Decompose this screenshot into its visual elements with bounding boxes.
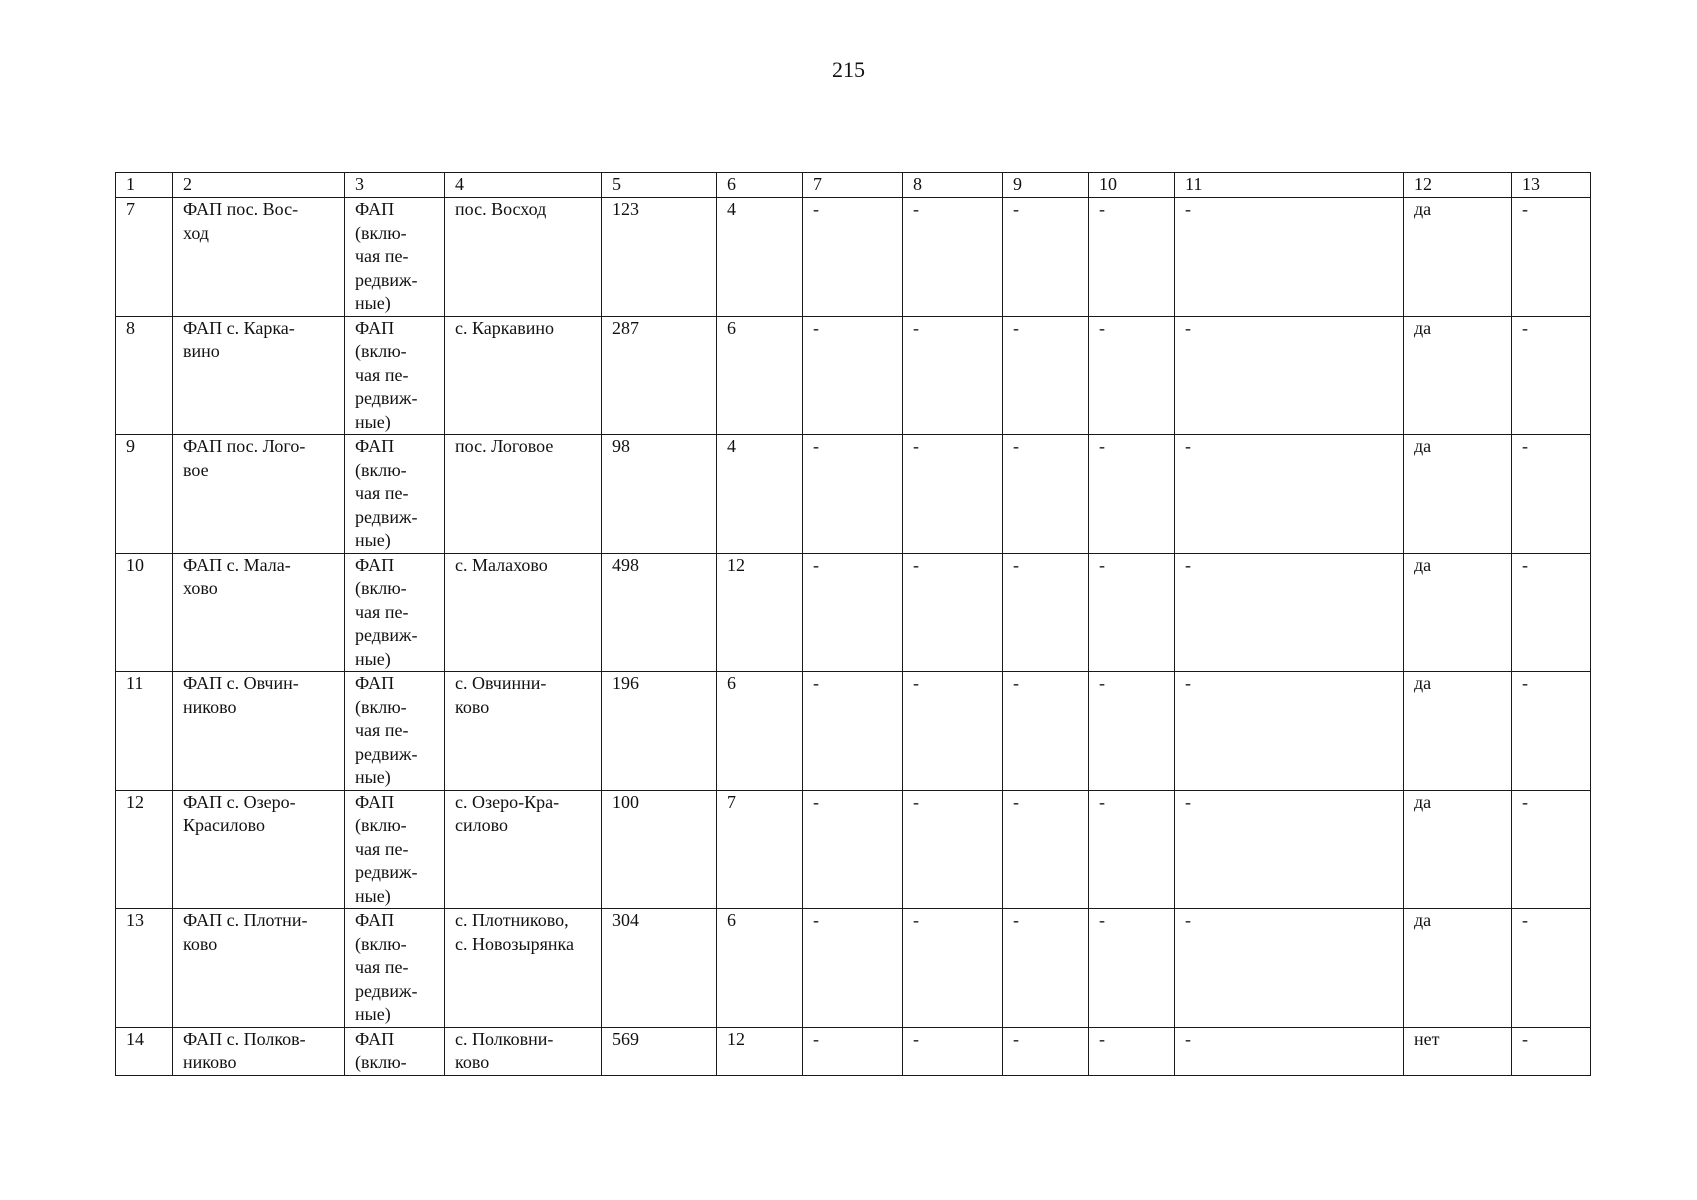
cell-line: редвиж- xyxy=(355,388,418,408)
cell-line: ФАП xyxy=(355,317,395,338)
cell-col-9: - xyxy=(1003,316,1089,435)
cell-line: ные) xyxy=(355,411,391,432)
cell-col-5: 498 xyxy=(602,553,717,672)
cell-col-13: - xyxy=(1512,1027,1591,1075)
table-row xyxy=(116,316,1591,435)
cell-line: (вклю- xyxy=(355,815,407,835)
cell-col-12: да xyxy=(1404,553,1512,672)
cell-col-7: - xyxy=(803,198,903,317)
table-row xyxy=(116,1027,1591,1075)
cell-line: ФАП с. Озеро- xyxy=(183,791,296,812)
cell-col-6: 7 xyxy=(717,790,803,909)
header-cell-9: 9 xyxy=(1003,173,1089,198)
cell-line: ФАП xyxy=(355,673,395,693)
cell-line: чая пе- xyxy=(355,364,409,385)
cell-line: ФАП xyxy=(355,436,395,456)
cell-col-8: - xyxy=(903,435,1003,554)
cell-line: (вклю- xyxy=(355,459,407,480)
cell-col-9: - xyxy=(1003,909,1089,1028)
table-row xyxy=(116,790,1591,909)
cell-col-8: - xyxy=(903,909,1003,1028)
cell-col-1: 11 xyxy=(116,672,173,791)
cell-line: ФАП xyxy=(355,791,395,812)
cell-col-6: 6 xyxy=(717,909,803,1028)
cell-col-13: - xyxy=(1512,909,1591,1028)
cell-col-4 xyxy=(445,790,602,909)
cell-col-9: - xyxy=(1003,672,1089,791)
cell-col-9: - xyxy=(1003,198,1089,317)
cell-line: никово xyxy=(183,1052,237,1072)
cell-line: чая пе- xyxy=(355,720,409,740)
cell-col-3 xyxy=(345,790,445,909)
cell-col-12: да xyxy=(1404,909,1512,1028)
cell-line: (вклю- xyxy=(355,933,407,954)
cell-col-6: 4 xyxy=(717,198,803,317)
cell-col-12: да xyxy=(1404,672,1512,791)
cell-col-3 xyxy=(345,672,445,791)
table-row xyxy=(116,553,1591,672)
cell-col-6: 4 xyxy=(717,435,803,554)
cell-line: редвиж- xyxy=(355,269,418,290)
cell-col-11: - xyxy=(1175,909,1404,1028)
cell-col-10: - xyxy=(1089,553,1175,672)
cell-col-1: 10 xyxy=(116,553,173,672)
cell-line: ные) xyxy=(355,885,391,906)
cell-col-3 xyxy=(345,198,445,317)
cell-line: ково xyxy=(455,1052,490,1072)
cell-col-5: 304 xyxy=(602,909,717,1028)
cell-col-6: 12 xyxy=(717,553,803,672)
cell-col-6: 6 xyxy=(717,316,803,435)
cell-line: редвиж- xyxy=(355,743,418,764)
cell-col-12: да xyxy=(1404,790,1512,909)
cell-col-12: нет xyxy=(1404,1027,1512,1075)
cell-col-2 xyxy=(173,672,345,791)
cell-col-8: - xyxy=(903,198,1003,317)
cell-col-2 xyxy=(173,316,345,435)
cell-line: с. Каркавино xyxy=(455,317,554,338)
cell-col-4 xyxy=(445,553,602,672)
cell-col-11: - xyxy=(1175,1027,1404,1075)
cell-col-13: - xyxy=(1512,316,1591,435)
cell-col-10: - xyxy=(1089,316,1175,435)
cell-col-10: - xyxy=(1089,909,1175,1028)
cell-col-2 xyxy=(173,1027,345,1075)
cell-line: вое xyxy=(183,459,209,480)
table-row xyxy=(116,435,1591,554)
header-cell-11: 11 xyxy=(1175,173,1404,198)
cell-col-5: 196 xyxy=(602,672,717,791)
cell-col-3 xyxy=(345,316,445,435)
cell-line: никово xyxy=(183,696,237,717)
cell-col-12: да xyxy=(1404,316,1512,435)
cell-line: ход xyxy=(183,222,209,243)
cell-col-4 xyxy=(445,435,602,554)
cell-line: с. Овчинни- xyxy=(455,673,547,693)
header-cell-8: 8 xyxy=(903,173,1003,198)
cell-col-4 xyxy=(445,1027,602,1075)
cell-col-1: 7 xyxy=(116,198,173,317)
header-cell-7: 7 xyxy=(803,173,903,198)
cell-col-5: 123 xyxy=(602,198,717,317)
table-row xyxy=(116,672,1591,791)
cell-col-3 xyxy=(345,1027,445,1075)
cell-col-5: 287 xyxy=(602,316,717,435)
cell-line: ФАП xyxy=(355,554,395,575)
cell-line: (вклю- xyxy=(355,222,407,243)
cell-line: (вклю- xyxy=(355,1052,407,1072)
cell-line: ково xyxy=(455,696,490,717)
cell-line: ные) xyxy=(355,648,391,669)
cell-line: ФАП xyxy=(355,199,395,219)
cell-col-1: 9 xyxy=(116,435,173,554)
cell-col-7: - xyxy=(803,1027,903,1075)
table-row xyxy=(116,909,1591,1028)
cell-line: (вклю- xyxy=(355,696,407,717)
cell-col-2 xyxy=(173,790,345,909)
cell-line: ные) xyxy=(355,293,391,313)
cell-line: чая пе- xyxy=(355,483,409,503)
header-cell-13: 13 xyxy=(1512,173,1591,198)
cell-col-12: да xyxy=(1404,198,1512,317)
cell-col-1: 8 xyxy=(116,316,173,435)
cell-col-7: - xyxy=(803,435,903,554)
cell-col-7: - xyxy=(803,790,903,909)
cell-line: ФАП пос. Вос- xyxy=(183,199,299,219)
cell-line: (вклю- xyxy=(355,341,407,361)
header-cell-4: 4 xyxy=(445,173,602,198)
cell-line: Красилово xyxy=(183,815,265,835)
cell-col-11: - xyxy=(1175,435,1404,554)
cell-col-2 xyxy=(173,553,345,672)
cell-line: пос. Логовое xyxy=(455,436,554,456)
cell-line: ные) xyxy=(355,530,391,550)
cell-col-9: - xyxy=(1003,790,1089,909)
cell-col-3 xyxy=(345,435,445,554)
cell-line: редвиж- xyxy=(355,625,418,645)
cell-line: ФАП xyxy=(355,910,395,930)
cell-col-8: - xyxy=(903,790,1003,909)
cell-line: с. Малахово xyxy=(455,554,548,575)
cell-line: (вклю- xyxy=(355,578,407,598)
cell-col-10: - xyxy=(1089,672,1175,791)
cell-col-11: - xyxy=(1175,198,1404,317)
page-number: 215 xyxy=(832,57,865,82)
cell-col-2 xyxy=(173,909,345,1028)
cell-line: ФАП xyxy=(355,1028,395,1049)
header-row xyxy=(116,173,1591,198)
header-cell-1: 1 xyxy=(116,173,173,198)
cell-col-8: - xyxy=(903,553,1003,672)
cell-line: пос. Восход xyxy=(455,199,547,219)
cell-line: ФАП пос. Лого- xyxy=(183,436,306,456)
cell-line: силово xyxy=(455,815,508,835)
cell-col-1: 12 xyxy=(116,790,173,909)
cell-col-11: - xyxy=(1175,672,1404,791)
header-cell-12: 12 xyxy=(1404,173,1512,198)
table-body xyxy=(116,173,1591,1076)
header-cell-10: 10 xyxy=(1089,173,1175,198)
cell-line: с. Озеро-Кра- xyxy=(455,791,560,812)
cell-line: с. Новозырянка xyxy=(455,933,574,954)
cell-col-9: - xyxy=(1003,435,1089,554)
cell-col-5: 98 xyxy=(602,435,717,554)
cell-line: ФАП с. Овчин- xyxy=(183,673,299,693)
cell-col-10: - xyxy=(1089,435,1175,554)
cell-col-8: - xyxy=(903,672,1003,791)
cell-col-4 xyxy=(445,198,602,317)
cell-col-4 xyxy=(445,909,602,1028)
cell-col-3 xyxy=(345,553,445,672)
cell-line: с. Полковни- xyxy=(455,1028,554,1049)
cell-col-13: - xyxy=(1512,672,1591,791)
cell-col-7: - xyxy=(803,909,903,1028)
cell-line: чая пе- xyxy=(355,246,409,266)
cell-line: чая пе- xyxy=(355,838,409,859)
cell-col-13: - xyxy=(1512,198,1591,317)
cell-col-5: 569 xyxy=(602,1027,717,1075)
cell-line: с. Плотниково, xyxy=(455,910,569,930)
cell-col-13: - xyxy=(1512,553,1591,672)
cell-col-7: - xyxy=(803,672,903,791)
cell-col-13: - xyxy=(1512,790,1591,909)
header-cell-6: 6 xyxy=(717,173,803,198)
cell-col-8: - xyxy=(903,1027,1003,1075)
cell-line: чая пе- xyxy=(355,957,409,977)
cell-col-7: - xyxy=(803,553,903,672)
cell-line: ные) xyxy=(355,1004,391,1024)
cell-line: ФАП с. Мала- xyxy=(183,554,291,575)
cell-col-10: - xyxy=(1089,198,1175,317)
cell-col-6: 6 xyxy=(717,672,803,791)
cell-line: ные) xyxy=(355,767,391,787)
cell-col-11: - xyxy=(1175,316,1404,435)
cell-line: вино xyxy=(183,341,220,361)
cell-line: редвиж- xyxy=(355,980,418,1001)
cell-col-2 xyxy=(173,198,345,317)
cell-line: редвиж- xyxy=(355,506,418,527)
cell-col-3 xyxy=(345,909,445,1028)
cell-line: ФАП с. Плотни- xyxy=(183,910,308,930)
cell-col-10: - xyxy=(1089,1027,1175,1075)
cell-col-7: - xyxy=(803,316,903,435)
cell-col-4 xyxy=(445,316,602,435)
header-cell-3: 3 xyxy=(345,173,445,198)
header-cell-5: 5 xyxy=(602,173,717,198)
table-row xyxy=(116,198,1591,317)
cell-col-1: 14 xyxy=(116,1027,173,1075)
cell-col-11: - xyxy=(1175,553,1404,672)
cell-col-9: - xyxy=(1003,553,1089,672)
cell-line: редвиж- xyxy=(355,862,418,882)
cell-line: хово xyxy=(183,578,218,598)
cell-col-12: да xyxy=(1404,435,1512,554)
cell-line: ково xyxy=(183,933,218,954)
cell-line: ФАП с. Карка- xyxy=(183,317,295,338)
header-cell-2: 2 xyxy=(173,173,345,198)
cell-col-13: - xyxy=(1512,435,1591,554)
cell-col-2 xyxy=(173,435,345,554)
cell-line: ФАП с. Полков- xyxy=(183,1028,306,1049)
cell-col-5: 100 xyxy=(602,790,717,909)
cell-col-4 xyxy=(445,672,602,791)
cell-col-11: - xyxy=(1175,790,1404,909)
cell-col-6: 12 xyxy=(717,1027,803,1075)
cell-col-1: 13 xyxy=(116,909,173,1028)
cell-col-8: - xyxy=(903,316,1003,435)
cell-line: чая пе- xyxy=(355,601,409,622)
cell-col-9: - xyxy=(1003,1027,1089,1075)
cell-col-10: - xyxy=(1089,790,1175,909)
facilities-table xyxy=(115,172,1591,1076)
